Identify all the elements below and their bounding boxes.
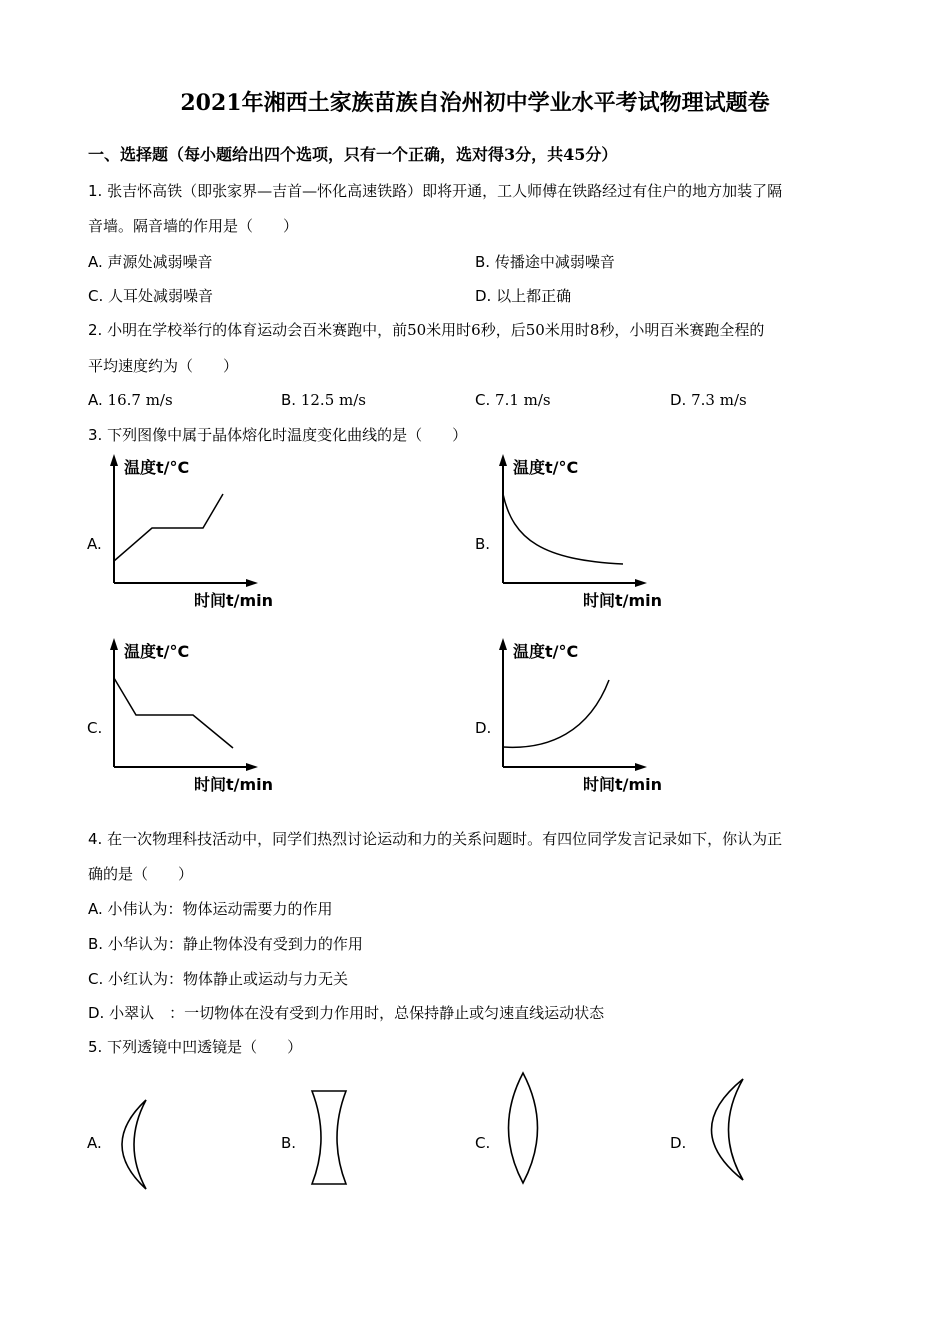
lens-b-concave xyxy=(308,1088,352,1188)
option-c: C. 人耳处减弱噪音 xyxy=(88,287,214,305)
question-2 xyxy=(88,320,764,340)
question-1 xyxy=(88,181,782,201)
option-d: D. 7.3 m/s xyxy=(670,391,747,409)
option-a: A. 小伟认为：物体运动需要力的作用 xyxy=(88,900,333,918)
curve-d xyxy=(503,680,609,747)
section-heading: 一、选择题（每小题给出四个选项，只有一个正确，选对得3分，共45分） xyxy=(88,145,618,164)
option-d: D. 小翠认 ：一切物体在没有受到力作用时，总保持静止或匀速直线运动状态 xyxy=(88,1004,605,1022)
graph-c xyxy=(100,636,285,796)
question-number: 5. xyxy=(88,1038,103,1056)
lens-d-meniscus xyxy=(694,1076,750,1184)
curve-c xyxy=(114,678,233,748)
page-title: 2021年湘西土家族苗族自治州初中学业水平考试物理试题卷 xyxy=(180,90,770,116)
option-a-label: A. xyxy=(87,535,102,553)
option-c: C. 7.1 m/s xyxy=(475,391,551,409)
y-axis-label: 温度t/°C xyxy=(124,642,190,661)
option-d-label: D. xyxy=(475,719,492,737)
option-a: A. 16.7 m/s xyxy=(88,391,173,409)
question-5 xyxy=(88,1037,302,1057)
x-axis-arrow-icon xyxy=(635,579,647,587)
question-text: 在一次物理科技活动中，同学们热烈讨论运动和力的关系问题时。有四位同学发言记录如下，你认为正 xyxy=(107,830,783,848)
y-axis-arrow-icon xyxy=(110,454,118,466)
question-text-continued: 确的是（ ） xyxy=(88,865,194,883)
question-text: 下列图像中属于晶体熔化时温度变化曲线的是（ ） xyxy=(107,426,468,444)
graph-d xyxy=(489,636,674,796)
question-number: 3. xyxy=(88,426,103,444)
question-number: 1. xyxy=(88,182,103,200)
question-number: 2. xyxy=(88,321,103,339)
question-text-continued: 平均速度约为（ ） xyxy=(88,357,239,375)
question-text: 下列透镜中凹透镜是（ ） xyxy=(107,1038,303,1056)
y-axis-arrow-icon xyxy=(499,454,507,466)
x-axis-arrow-icon xyxy=(246,579,258,587)
x-axis-arrow-icon xyxy=(246,763,258,771)
x-axis-label: 时间t/min xyxy=(583,775,663,794)
y-axis-arrow-icon xyxy=(110,638,118,650)
x-axis-label: 时间t/min xyxy=(194,591,274,610)
question-4 xyxy=(88,829,782,849)
question-3 xyxy=(88,425,467,445)
lens-c-convex xyxy=(502,1070,546,1188)
option-c-label: C. xyxy=(475,1134,491,1152)
question-text: 小明在学校举行的体育运动会百米赛跑中，前50米用时6秒，后50米用时8秒，小明百米赛跑全程的 xyxy=(107,321,765,339)
option-d: D. 以上都正确 xyxy=(475,287,572,305)
option-a: A. 声源处减弱噪音 xyxy=(88,253,213,271)
option-b-label: B. xyxy=(281,1134,297,1152)
curve-b xyxy=(503,494,623,564)
x-axis-label: 时间t/min xyxy=(194,775,274,794)
option-b: B. 12.5 m/s xyxy=(281,391,366,409)
option-a-label: A. xyxy=(87,1134,102,1152)
question-text: 张吉怀高铁（即张家界—吉首—怀化高速铁路）即将开通，工人师傅在铁路经过有住户的地方加装了隔 xyxy=(107,182,783,200)
question-text-continued: 音墙。隔音墙的作用是（ ） xyxy=(88,217,299,235)
option-d-label: D. xyxy=(670,1134,687,1152)
curve-a xyxy=(114,494,223,561)
y-axis-arrow-icon xyxy=(499,638,507,650)
x-axis-arrow-icon xyxy=(635,763,647,771)
option-b: B. 小华认为：静止物体没有受到力的作用 xyxy=(88,935,363,953)
option-c: C. 小红认为：物体静止或运动与力无关 xyxy=(88,970,349,988)
lens-a-meniscus xyxy=(104,1096,154,1194)
option-b-label: B. xyxy=(475,535,491,553)
question-number: 4. xyxy=(88,830,103,848)
option-c-label: C. xyxy=(87,719,103,737)
y-axis-label: 温度t/°C xyxy=(124,458,190,477)
graph-a xyxy=(100,452,285,612)
y-axis-label: 温度t/°C xyxy=(513,642,579,661)
x-axis-label: 时间t/min xyxy=(583,591,663,610)
graph-b xyxy=(489,452,674,612)
option-b: B. 传播途中减弱噪音 xyxy=(475,253,615,271)
y-axis-label: 温度t/°C xyxy=(513,458,579,477)
